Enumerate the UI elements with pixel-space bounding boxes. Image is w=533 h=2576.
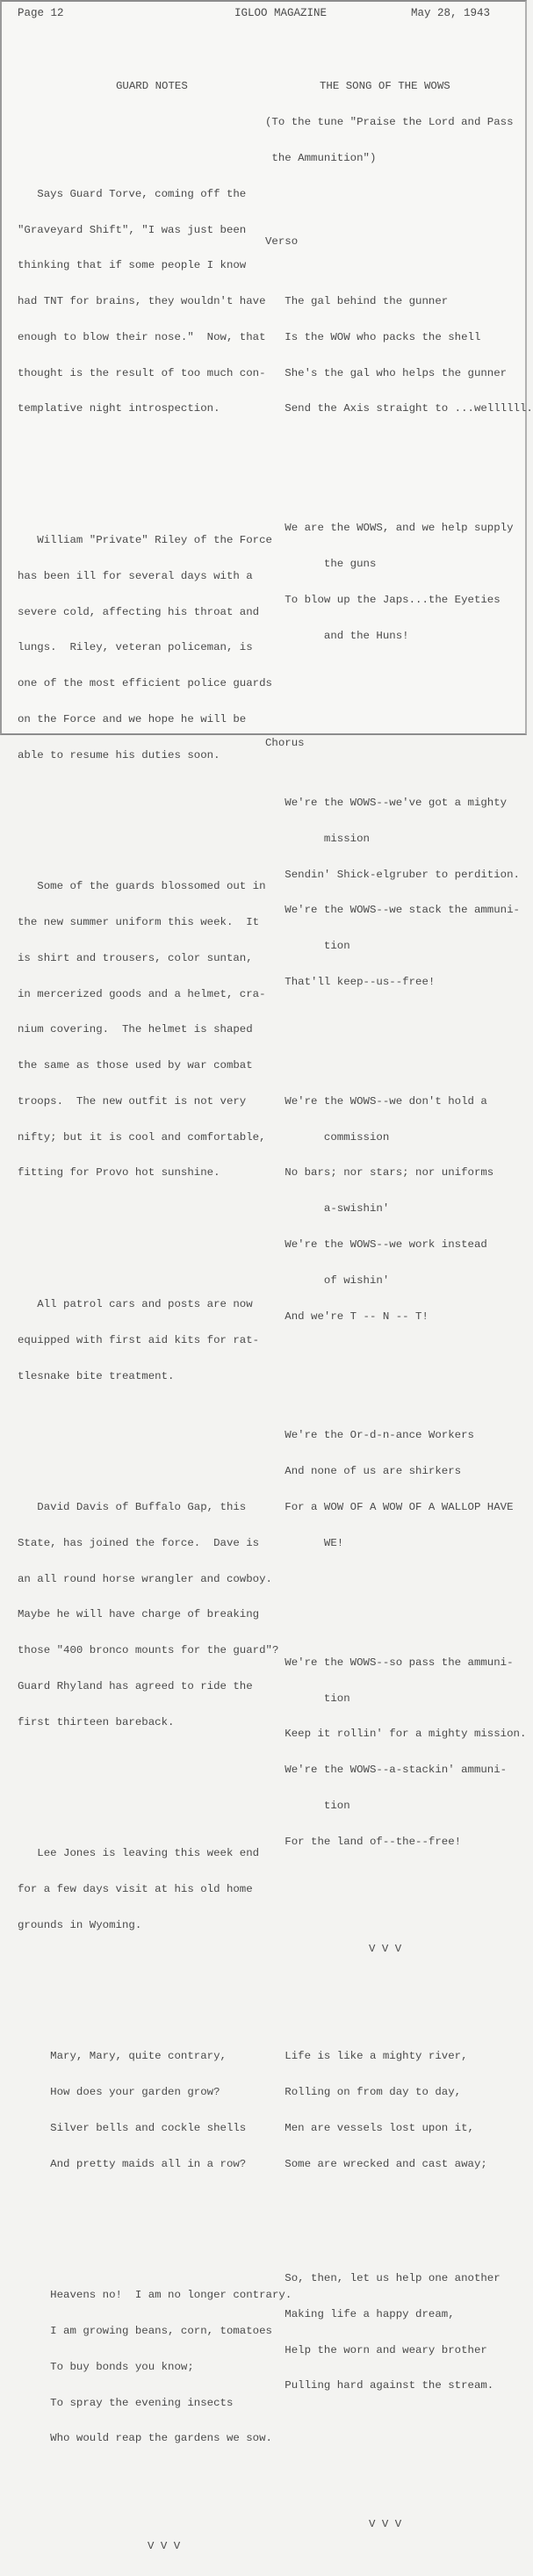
page-number: Page 12 [18,7,64,19]
song-verse-1 [265,272,533,439]
poem-line: Pulling hard against the stream. [265,2379,494,2392]
poem-line: I am growing beans, corn, tomatoes [18,2325,272,2337]
text-line: enough to blow their nose." Now, that [18,330,266,343]
poem-line: Some are wrecked and cast away; [265,2157,487,2170]
lyric-line: We're the WOWS--we don't hold a [265,1094,487,1108]
mary-poem-stanza-1 [18,2027,263,2194]
lyric-line: a-swishin' [265,1202,390,1216]
poem-line: Men are vessels lost upon it, [265,2121,474,2134]
text-line: nifty; but it is cool and comfortable, [18,1130,266,1144]
text-line: equipped with first aid kits for rat- [18,1333,260,1346]
text-line: one of the most efficient police guards [18,677,272,690]
lyric-line: Is the WOW who packs the shell [265,330,481,343]
text-line: had TNT for brains, they wouldn't have [18,295,266,308]
page-header [18,7,490,23]
lyric-line: For the land of--the--free! [265,1835,462,1848]
lyric-line: We're the WOWS--a-stackin' ammuni- [265,1764,508,1777]
lyric-line: The gal behind the gunner [265,295,449,308]
text-line: is shirt and trousers, color suntan, [18,951,253,964]
section-divider: V V V [148,2539,181,2552]
song-verse-2 [265,499,520,666]
song-chorus-4 [265,1634,527,1872]
poem-line: So, then, let us help one another [265,2272,501,2285]
poem-line: Making life a happy dream, [265,2307,455,2320]
lyric-line: tion [265,940,350,953]
lyric-line: We're the WOWS--we've got a mighty [265,797,508,809]
uniform-paragraph [18,857,266,1203]
poem-line: Rolling on from day to day, [265,2086,462,2099]
song-chorus-2 [265,1072,520,1347]
lyric-line: And we're T -- N -- T! [265,1310,429,1323]
lyric-line: mission [265,832,370,845]
text-line: David Davis of Buffalo Gap, this [18,1501,247,1514]
song-title: THE SONG OF THE WOWS [320,80,450,93]
riley-paragraph [18,511,272,786]
river-poem-stanza-2 [265,2249,520,2416]
poem-line: Mary, Mary, quite contrary, [18,2050,227,2063]
text-line: first thirteen bareback. [18,1715,175,1728]
song-chorus-1 [265,774,520,1013]
lyric-line: And none of us are shirkers [265,1465,462,1478]
poem-line: Heavens no! I am no longer contrary. [18,2289,292,2302]
mary-poem-stanza-2 [18,2266,292,2469]
lyric-line: Keep it rollin' for a mighty mission. [265,1728,527,1741]
lyric-line: For a WOW OF A WOW OF A WALLOP HAVE [265,1501,514,1514]
chorus-label: Chorus [265,737,305,750]
verse-label: Verso [265,235,299,249]
lyric-line: tion [265,1799,350,1812]
text-line: for a few days visit at his old home [18,1883,253,1896]
text-line: Maybe he will have charge of breaking [18,1608,260,1621]
text-line: has been ill for several days with a [18,569,253,582]
lyric-line: tion [265,1692,350,1705]
right-column [265,26,533,2555]
jones-paragraph [18,1824,263,1956]
lyric-line: To blow up the Japs...the Eyeties [265,593,501,606]
lyric-line: That'll keep--us--free! [265,975,436,988]
poem-line: Silver bells and cockle shells [18,2121,247,2134]
text-line: those "400 bronco mounts for the guard"? [18,1644,279,1657]
text-line: Says Guard Torve, coming off the [18,187,247,200]
text-line: the same as those used by war combat [18,1059,253,1072]
first-aid-paragraph [18,1275,263,1407]
lyric-line: commission [265,1130,390,1144]
song-chorus-3 [265,1406,520,1573]
text-line: templative night introspection. [18,402,220,415]
text-line: thought is the result of too much con- [18,366,266,379]
section-divider: V V V [369,2517,402,2530]
text-line: in mercerized goods and a helmet, cra- [18,987,266,1000]
lyric-line: of wishin' [265,1274,390,1287]
text-line: fitting for Provo hot sunshine. [18,1166,220,1180]
text-line: grounds in Wyoming. [18,1918,142,1931]
song-subtitle-line: (To the tune "Praise the Lord and Pass [265,116,514,129]
text-line: "Graveyard Shift", "I was just been [18,223,247,236]
lyric-line: She's the gal who helps the gunner [265,366,508,379]
text-line: able to resume his duties soon. [18,748,220,761]
text-line: Some of the guards blossomed out in [18,880,266,893]
text-line: severe cold, affecting his throat and [18,605,260,618]
lyric-line: Sendin' Shick-elgruber to perdition. [265,868,520,881]
lyric-line: No bars; nor stars; nor uniforms [265,1166,494,1180]
lyric-line: WE! [265,1536,344,1549]
text-line: lungs. Riley, veteran policeman, is [18,641,253,654]
publication-title: IGLOO MAGAZINE [234,7,328,19]
text-line: nium covering. The helmet is shaped [18,1023,253,1036]
torve-paragraph [18,165,266,440]
lyric-line: We're the WOWS--so pass the ammuni- [265,1656,514,1669]
poem-line: Who would reap the gardens we sow. [18,2432,272,2445]
lyric-line: We're the WOWS--we work instead [265,1237,487,1251]
lyric-line: We're the WOWS--we stack the ammuni- [265,904,520,917]
text-line: All patrol cars and posts are now [18,1297,253,1310]
text-line: Guard Rhyland has agreed to ride the [18,1679,253,1692]
poem-line: Help the worn and weary brother [265,2343,487,2356]
text-line: thinking that if some people I know [18,259,247,272]
lyric-line: We are the WOWS, and we help supply [265,522,514,535]
lyric-line: and the Huns! [265,629,409,642]
text-line: State, has joined the force. Dave is [18,1536,260,1549]
text-line: William "Private" Riley of the Force [18,533,272,546]
river-poem-stanza-1 [265,2027,520,2194]
text-line: the new summer uniform this week. It [18,915,260,928]
davis-paragraph [18,1478,279,1753]
poem-line: Life is like a mighty river, [265,2050,468,2063]
text-line: tlesnake bite treatment. [18,1369,175,1382]
text-line: an all round horse wrangler and cowboy. [18,1572,272,1585]
text-line: troops. The new outfit is not very [18,1094,247,1108]
poem-line: To buy bonds you know; [18,2360,194,2373]
text-line: on the Force and we hope he will be [18,712,247,725]
guard-notes-title: GUARD NOTES [116,80,188,93]
poem-line: And pretty maids all in a row? [18,2157,247,2170]
text-line: Lee Jones is leaving this week end [18,1847,260,1860]
section-divider: V V V [369,1943,402,1955]
song-subtitle-line: the Ammunition") [265,151,377,164]
lyric-line: We're the Or-d-n-ance Workers [265,1429,474,1442]
poem-line: How does your garden grow? [18,2086,220,2099]
lyric-line: the guns [265,558,377,571]
issue-date: May 28, 1943 [410,7,490,19]
poem-line: To spray the evening insects [18,2396,234,2409]
lyric-line: Send the Axis straight to ...wellllll. [265,402,533,415]
